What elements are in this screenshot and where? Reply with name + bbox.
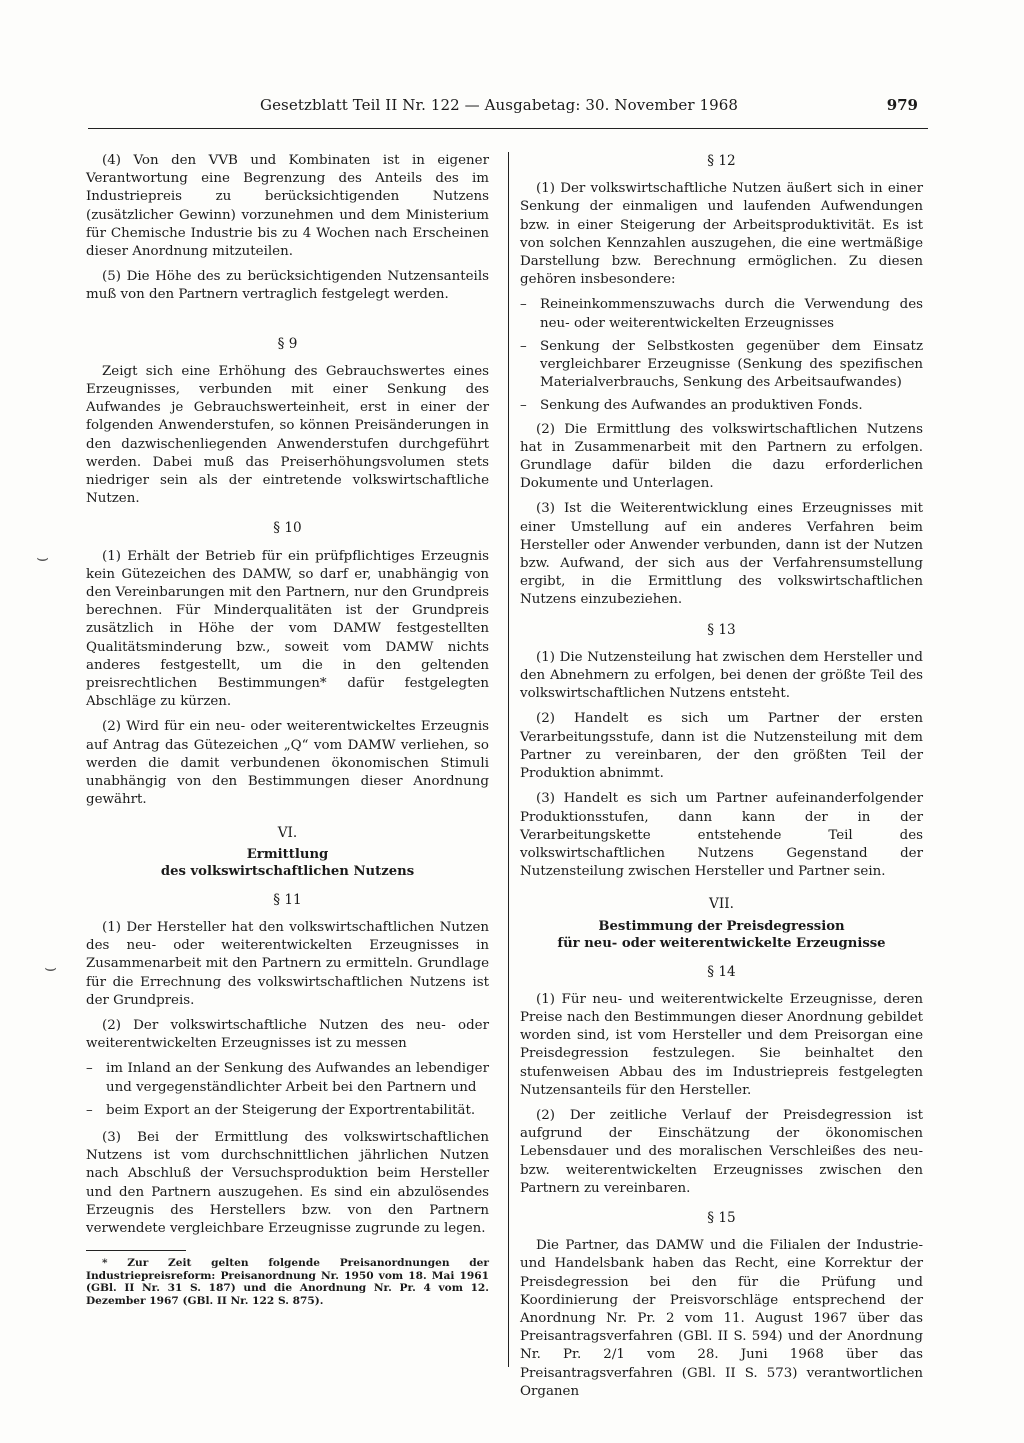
margin-pencil-mark: ⌣ (44, 955, 58, 979)
chapter-title-line: Ermittlung (246, 846, 329, 862)
page-header (88, 96, 928, 129)
paragraph: (1) Der volkswirtschaftliche Nutzen äußert sich in einer Senkung der einmaligen und laufenden Aufwendungen bzw. in einer Steigerung der Arbeitsproduktivität. Es ist von solchen Kennzahlen auszugehen, die eine wertmäßige Darstellung bzw. Berechnung ermöglichen. Zu diesen gehören insbesondere: (520, 181, 923, 288)
chapter-number: VI. (277, 824, 298, 841)
dash-mark: – (520, 338, 527, 354)
dash-item-text: Senkung der Selbstkosten gegenüber dem Einsatz vergleichbarer Erzeugnisse (Senkung des spezifischen Materialverbrauchs, Senkung des Arbeitsaufwandes) (540, 338, 923, 391)
section-heading: § 13 (707, 621, 736, 638)
paragraph: (2) Der zeitliche Verlauf der Preisdegression ist aufgrund der Einschätzung der ökonomischen Lebensdauer und des moralischen Verschleißes des neu- bzw. weiterentwickelten Erzeugnisses zwischen den Partnern zu vereinbaren. (520, 1107, 923, 1196)
paragraph: (5) Die Höhe des zu berücksichtigenden Nutzensanteils muß von den Partnern vertraglich festgelegt werden. (86, 269, 489, 303)
dash-item (86, 1102, 489, 1120)
chapter-title-line: des volkswirtschaftlichen Nutzens (160, 863, 415, 879)
chapter-number: VII. (709, 896, 734, 913)
dash-item-text: Senkung des Aufwandes an produktiven Fonds. (540, 398, 863, 414)
header-title: Gesetzblatt Teil II Nr. 122 — Ausgabetag: 30. November 1968 (260, 96, 739, 114)
section-heading: § 11 (273, 891, 302, 908)
paragraph: (2) Wird für ein neu- oder weiterentwickeltes Erzeugnis auf Antrag das Gütezeichen „Q“ vom DAMW verliehen, so werden die damit verbundenen ökonomischen Stimuli unabhängig von den Bestimmungen dieser Anordnung gewährt. (86, 719, 489, 808)
paragraph: (3) Ist die Weiterentwicklung eines Erzeugnisses mit einer Umstellung auf ein anderes Verfahren beim Hersteller oder Anwender verbunden, dann ist der Nutzen bzw. Aufwand, der sich aus der Verfahrensumstellung ergibt, in die Ermittlung des volkswirtschaftlichen Nutzens einzubeziehen. (520, 501, 923, 608)
paragraph: Zeigt sich eine Erhöhung des Gebrauchswertes eines Erzeugnisses, verbunden mit einer Senkung des Aufwandes je Gebrauchswerteinheit, erst in einer der folgenden Anwenderstufen, so können Preisänderungen in den dazwischenliegenden Anwenderstufen durchgeführt werden. Dabei muß das Preiserhöhungsvolumen stets niedriger sein als der eintretende volkswirtschaftliche Nutzen. (86, 363, 489, 507)
paragraph: (2) Handelt es sich um Partner der ersten Verarbeitungsstufe, dann ist die Nutzensteilung mit dem Partner zu vereinbaren, der den größten Teil der Produktion abnimmt. (520, 711, 923, 782)
paragraph: (3) Handelt es sich um Partner aufeinanderfolgender Produktionsstufen, dann kann der in der Verarbeitungskette entstehende Teil des volkswirtschaftlichen Nutzens Gegenstand der Nutzensteilung zwischen Hersteller und Partner sein. (520, 791, 923, 880)
dash-mark: – (86, 1061, 93, 1077)
section-heading: § 10 (273, 520, 302, 537)
paragraph: (2) Die Ermittlung des volkswirtschaftlichen Nutzens hat in Zusammenarbeit mit den Partnern zu erfolgen. Grundlage dafür bilden die dazu erforderlichen Dokumente und Unterlagen. (520, 421, 923, 492)
left-column (86, 152, 489, 1315)
section-heading: § 14 (707, 963, 736, 980)
dash-item (520, 338, 923, 393)
paragraph: (3) Bei der Ermittlung des volkswirtschaftlichen Nutzens ist vom durchschnittlichen jährlichen Nutzen nach Abschluß der Versuchsproduktion beim Hersteller und den Partnern auszugehen. Es sind ein abzulösendes Erzeugnis des Herstellers bzw. von den Partnern verwendete vergleichbare Erzeugnisse zugrunde zu legen. (86, 1129, 489, 1236)
footnote: * Zur Zeit gelten folgende Preisanordnungen der Industriepreisreform: Preisanordnung Nr. 1950 vom 18. Mai 1961 (GBl. II Nr. 31 S. 187) und die Anordnung Nr. Pr. 4 vom 12. Dezember 1967 (GBl. II Nr. 122 S. 875). (86, 1257, 489, 1307)
chapter-title-line: für neu- oder weiterentwickelte Erzeugnisse (557, 935, 886, 951)
right-column (520, 152, 923, 1408)
column-divider (508, 152, 509, 1367)
chapter-title-line: Bestimmung der Preisdegression (598, 918, 845, 934)
paragraph: (4) Von den VVB und Kombinaten ist in eigener Verantwortung eine Begrenzung des Anteils des im Industriepreis zu berücksichtigenden Nutzens (zusätzlicher Gewinn) vorzunehmen und dem Ministerium für Chemische Industrie bis zu 4 Wochen nach Erscheinen dieser Anordnung mitzuteilen. (86, 153, 489, 260)
paragraph: (1) Der Hersteller hat den volkswirtschaftlichen Nutzen des neu- oder weiterentwickelten Erzeugnisses in Zusammenarbeit mit den Partnern zu ermitteln. Grundlage für die Errechnung des volkswirtschaftlichen Nutzens ist der Grundpreis. (86, 919, 489, 1008)
page-number: 979 (886, 96, 918, 114)
paragraph: (1) Für neu- und weiterentwickelte Erzeugnisse, deren Preise nach den Bestimmungen dieser Anordnung gebildet worden sind, ist vom Hersteller und dem Preisorgan eine Preisdegression festzulegen. Sie beinhaltet den stufenweisen Abbau des im Industriepreis festgelegten Nutzensanteils für den Hersteller. (520, 991, 923, 1098)
dash-item (520, 397, 923, 415)
chapter-title (520, 918, 923, 952)
paragraph: (1) Erhält der Betrieb für ein prüfpflichtiges Erzeugnis kein Gütezeichen des DAMW, so darf er, unabhängig von den Vereinbarungen mit den Partnern, nur den Grundpreis berechnen. Für Minderqualitäten ist der Grundpreis zusätzlich in Höhe der vom DAMW festgestellten Qualitätsminderung bzw., soweit vom DAMW nichts anderes festgestellt, um die in den geltenden preisrechtlichen Bestimmungen* dafür festgelegten Abschläge zu kürzen. (86, 548, 489, 710)
dash-mark: – (86, 1102, 93, 1118)
dash-item (86, 1060, 489, 1096)
section-heading: § 15 (707, 1209, 736, 1226)
dash-item (520, 296, 923, 332)
paragraph: (2) Der volkswirtschaftliche Nutzen des neu- oder weiterentwickelten Erzeugnisses ist zu messen (86, 1017, 489, 1052)
section-heading: § 12 (707, 153, 736, 169)
dash-mark: – (520, 297, 527, 313)
section-heading: § 9 (277, 335, 298, 352)
margin-pencil-mark: ⌣ (36, 545, 50, 569)
paragraph: Die Partner, das DAMW und die Filialen der Industrie- und Handelsbank haben das Recht, eine Korrektur der Preisdegression bei den für die Prüfung und Koordinierung der Preisvorschläge entsprechend der Anordnung Nr. Pr. 2 vom 11. August 1967 über das Preisantragsverfahren (GBl. II S. 594) und der Anordnung Nr. Pr. 2/1 vom 28. Juni 1968 über das Preisantragsverfahren (GBl. II S. 573) verantwortlichen Organen (520, 1238, 923, 1399)
dash-item-text: Reineinkommenszuwachs durch die Verwendung des neu- oder weiterentwickelten Erzeugnisses (540, 297, 923, 331)
footnote-rule (86, 1250, 186, 1251)
dash-mark: – (520, 398, 527, 414)
dash-item-text: beim Export an der Steigerung der Exportrentabilität. (106, 1102, 476, 1118)
chapter-title (86, 846, 489, 880)
dash-item-text: im Inland an der Senkung des Aufwandes an lebendiger und vergegenständlichter Arbeit bei den Partnern und (106, 1061, 489, 1095)
paragraph: (1) Die Nutzensteilung hat zwischen dem Hersteller und den Abnehmern zu erfolgen, bei denen der größte Teil des volkswirtschaftlichen Nutzens entsteht. (520, 649, 923, 702)
